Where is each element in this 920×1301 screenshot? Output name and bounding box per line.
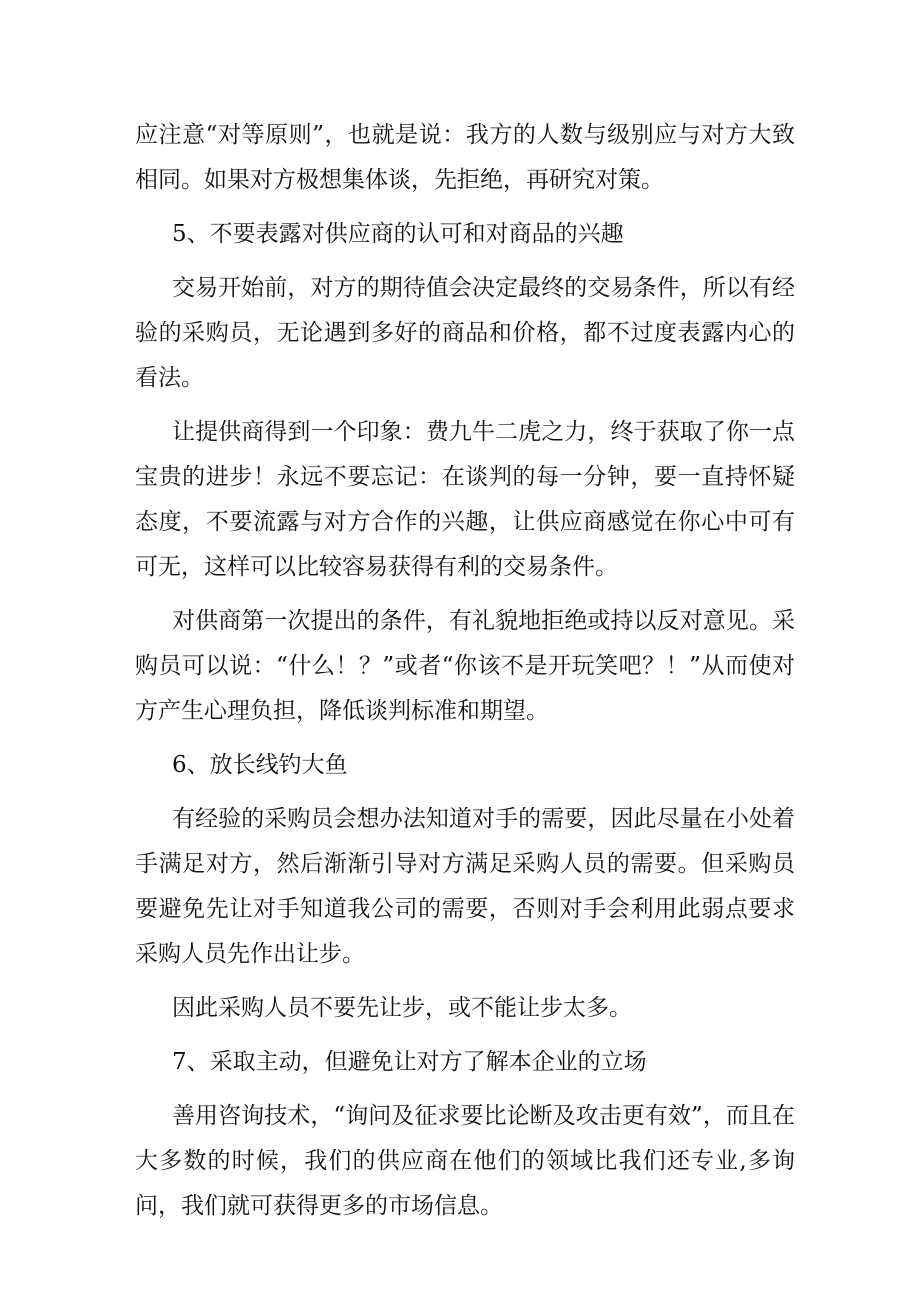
section-heading-5: 5、不要表露对供应商的认可和对商品的兴趣 <box>172 221 624 247</box>
paragraph: 有经验的采购员会想办法知道对手的需要，因此尽量在小处着手满足对方，然后渐渐引导对方满足采购人员的需要。但采购员要避免先让对手知道我公司的需要，否则对手会利用此弱点要求采购人员先作出让步。 <box>135 806 795 967</box>
document-body <box>135 113 795 1238</box>
section-heading-7: 7、采取主动，但避免让对方了解本企业的立场 <box>172 1049 647 1075</box>
section-heading-6: 6、放长线钓大鱼 <box>172 752 348 778</box>
paragraph: 善用咨询技术，“询问及征求要比论断及攻击更有效”，而且在大多数的时候，我们的供应商在他们的领域比我们还专业,多询问，我们就可获得更多的市场信息。 <box>135 1103 795 1219</box>
paragraph: 因此采购人员不要先让步，或不能让步太多。 <box>172 995 632 1021</box>
paragraph: 交易开始前，对方的期待值会决定最终的交易条件，所以有经验的采购员，无论遇到多好的商品和价格，都不过度表露内心的看法。 <box>135 275 795 391</box>
paragraph: 让提供商得到一个印象：费九牛二虎之力，终于获取了你一点宝贵的进步！永远不要忘记：在谈判的每一分钟，要一直持怀疑态度，不要流露与对方合作的兴趣，让供应商感觉在你心中可有可无，这样可以比较容易获得有利的交易条件。 <box>135 419 795 580</box>
paragraph: 对供商第一次提出的条件，有礼貌地拒绝或持以反对意见。采购员可以说：“什么！？”或者“你该不是开玩笑吧？！”从而使对方产生心理负担，降低谈判标准和期望。 <box>135 608 795 724</box>
paragraph-continuation: 应注意“对等原则”，也就是说：我方的人数与级别应与对方大致相同。如果对方极想集体谈，先拒绝，再研究对策。 <box>135 122 795 193</box>
